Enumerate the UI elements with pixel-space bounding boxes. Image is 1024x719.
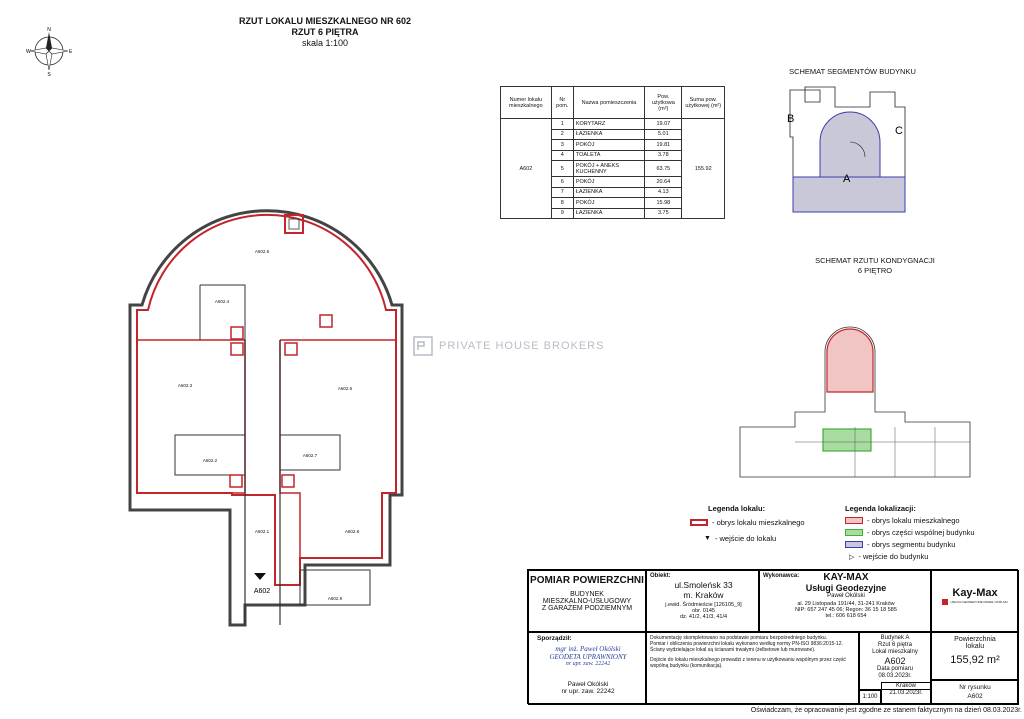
signer-license: nr upr. zaw. 22242 bbox=[561, 688, 615, 695]
measure-date-label: Data pomiaru bbox=[876, 666, 914, 672]
place-date-cell bbox=[881, 682, 931, 705]
company-ids: NIP: 657 247 45 06; Regon: 36 15 18 585 bbox=[795, 607, 897, 613]
col-name: Nazwa pomieszczenia bbox=[573, 87, 644, 119]
row-name: ŁAZIENKA bbox=[573, 187, 644, 198]
segments-schema bbox=[775, 82, 925, 217]
row-name: ŁAZIENKA bbox=[573, 208, 644, 219]
building-unit-type: Lokal mieszkalny bbox=[872, 649, 918, 655]
document-date: 21.03.2023r. bbox=[889, 690, 923, 696]
company-name: KAY-MAX bbox=[823, 572, 869, 583]
room-label-a6021: A602.1 bbox=[254, 529, 270, 534]
building-line3: Z GARAŻEM PODZIEMNYM bbox=[541, 605, 633, 612]
building-name: Budynek A bbox=[880, 635, 910, 641]
row-area: 3.78 bbox=[645, 150, 682, 161]
plan-scale: skala 1:100 bbox=[301, 38, 349, 48]
contractor-label: Wykonawca: bbox=[763, 573, 800, 579]
address-line1: ul.Smoleńsk 33 bbox=[674, 580, 733, 590]
row-area: 15.98 bbox=[645, 198, 682, 209]
row-area: 63.75 bbox=[645, 161, 682, 177]
col-total: Suma pow. użytkowej (m²) bbox=[682, 87, 725, 119]
legend-location-entrance bbox=[849, 552, 928, 561]
logo-subtitle: USŁUGI GEODEZYJNE PAWEŁ OKÓLSKI bbox=[950, 600, 1008, 604]
row-name: KORYTARZ bbox=[573, 119, 644, 130]
legend-unit bbox=[690, 504, 840, 554]
row-name: POKÓJ bbox=[573, 140, 644, 151]
company-owner: Paweł Okólski bbox=[827, 593, 865, 599]
storey-title-line1: SCHEMAT RZUTU KONDYGNACJI bbox=[815, 256, 935, 265]
object-cell bbox=[646, 570, 759, 632]
note-2: Pomiar i obliczenia powierzchni lokalu wykonano według normy PN-ISO 9836:2015-12. bbox=[650, 641, 843, 647]
prepared-cell bbox=[528, 632, 646, 705]
row-name: POKÓJ bbox=[573, 177, 644, 188]
table-row bbox=[501, 119, 725, 130]
room-label-a6024: A602.4 bbox=[214, 299, 230, 304]
legend-location-outline bbox=[845, 516, 960, 525]
row-nr: 2 bbox=[551, 129, 573, 140]
building-line2: MIESZKALNO-USŁUGOWY bbox=[542, 598, 632, 605]
storey-schema bbox=[735, 322, 975, 482]
unit-outline-swatch bbox=[690, 519, 708, 526]
note-3: Ściany wydzielające lokal są ścianami trwałymi (żelbetowe lub murowane). bbox=[650, 647, 816, 653]
legend-location-title: Legenda lokalizacji: bbox=[845, 504, 916, 513]
room-label-a6023: A602.3 bbox=[177, 383, 193, 388]
watermark-logo-icon bbox=[413, 336, 433, 356]
legend-location bbox=[845, 504, 1020, 564]
contractor-cell bbox=[759, 570, 931, 632]
watermark-text: PRIVATE HOUSE BROKERS bbox=[439, 340, 605, 352]
unit-total: 155.92 bbox=[682, 119, 725, 219]
address-line2: m. Kraków bbox=[683, 590, 724, 600]
col-area: Pow. użytkowa (m²) bbox=[645, 87, 682, 119]
row-nr: 5 bbox=[551, 161, 573, 177]
main-title: POMIAR POWIERZCHNI bbox=[530, 575, 644, 586]
unit-number: A602 bbox=[501, 119, 552, 219]
row-area: 4.13 bbox=[645, 187, 682, 198]
title-block bbox=[527, 569, 1018, 704]
col-nr: Nr pom. bbox=[551, 87, 573, 119]
entry-arrow-icon bbox=[254, 573, 266, 580]
legend-unit-entrance-label: - wejście do lokalu bbox=[714, 534, 777, 543]
row-nr: 9 bbox=[551, 208, 573, 219]
row-nr: 6 bbox=[551, 177, 573, 188]
place: Kraków bbox=[895, 683, 916, 689]
room-label-a6029: A602.9 bbox=[327, 596, 343, 601]
signer-name: Paweł Okólski bbox=[567, 681, 609, 688]
row-area: 19.81 bbox=[645, 140, 682, 151]
cadastre-plots: dz. 41/2, 41/3, 41/4 bbox=[679, 614, 728, 620]
plan-title bbox=[200, 16, 450, 49]
legend-unit-title: Legenda lokalu: bbox=[708, 504, 766, 513]
legend-location-common-label: - obrys części wspólnej budynku bbox=[867, 528, 975, 537]
row-nr: 1 bbox=[551, 119, 573, 130]
legend-unit-outline-label: - obrys lokalu mieszkalnego bbox=[712, 518, 805, 527]
footer-statement: Oświadczam, że opracowanie jest zgodne ze stanem faktycznym na dzień 08.03.2023r. bbox=[750, 707, 1022, 714]
row-nr: 3 bbox=[551, 140, 573, 151]
compass-e: E bbox=[69, 49, 73, 55]
room-label-a6022: A602.2 bbox=[202, 458, 218, 463]
stamp-line1: mgr inż. Paweł Okólski bbox=[555, 645, 621, 653]
legend-unit-outline bbox=[690, 518, 805, 527]
building-unit-code: A602 bbox=[884, 656, 906, 666]
legend-unit-entrance bbox=[704, 534, 776, 543]
room-label-a6026: A602.6 bbox=[337, 386, 353, 391]
building-line1: BUDYNEK bbox=[570, 591, 604, 598]
note-4: Dojście do lokalu mieszkalnego prowadzi z terenu w użytkowaniu wspólnym przez część wspólną budynku (komunikacja). bbox=[650, 657, 846, 669]
row-nr: 4 bbox=[551, 150, 573, 161]
row-name: POKÓJ bbox=[573, 198, 644, 209]
scale-cell: 1:100 bbox=[859, 690, 881, 705]
area-label-1: Powierzchnia bbox=[954, 636, 996, 643]
logo-text: Kay-Max bbox=[952, 587, 998, 599]
entrance-arrow-icon: ▼ bbox=[704, 535, 711, 542]
entry-label: A602 bbox=[253, 588, 271, 595]
compass-s: S bbox=[47, 72, 51, 76]
row-name: TOALETA bbox=[573, 150, 644, 161]
legend-location-outline-label: - obrys lokalu mieszkalnego bbox=[867, 516, 960, 525]
company-logo bbox=[931, 570, 1019, 632]
cadastre-obr: obr. 0145 bbox=[692, 608, 715, 614]
common-outline-swatch bbox=[845, 529, 863, 536]
compass-w: W bbox=[26, 49, 31, 55]
stamp-line3: nr upr. zaw. 22242 bbox=[565, 661, 611, 667]
row-area: 3.75 bbox=[645, 208, 682, 219]
storey-title bbox=[760, 256, 990, 276]
segments-title: SCHEMAT SEGMENTÓW BUDYNKU bbox=[789, 67, 916, 76]
compass-rose-icon bbox=[24, 26, 74, 76]
room-label-a6025: A602.5 bbox=[254, 249, 270, 254]
row-nr: 7 bbox=[551, 187, 573, 198]
notes-cell bbox=[646, 632, 859, 705]
row-area: 5.01 bbox=[645, 129, 682, 140]
area-label-2: lokalu bbox=[965, 643, 985, 650]
measure-date: 08.03.2023r. bbox=[878, 673, 912, 679]
object-label: Obiekt: bbox=[650, 573, 671, 579]
row-nr: 8 bbox=[551, 198, 573, 209]
area-cell bbox=[931, 632, 1019, 680]
rooms-table bbox=[500, 86, 725, 219]
company-address: al. 29 Listopada 191/44, 31-241 Kraków bbox=[797, 601, 895, 607]
legend-location-segment bbox=[845, 540, 955, 549]
legend-location-segment-label: - obrys segmentu budynku bbox=[867, 540, 956, 549]
company-phone: tel.: 606 618 654 bbox=[825, 613, 867, 619]
building-entrance-icon: ▷ bbox=[849, 553, 855, 561]
logo-mark-icon bbox=[942, 599, 948, 605]
room-label-a6028: A602.8 bbox=[344, 529, 360, 534]
legend-location-entrance-label: - wejście do budynku bbox=[858, 552, 929, 561]
prepared-label: Sporządził: bbox=[537, 635, 572, 642]
row-area: 19.07 bbox=[645, 119, 682, 130]
location-outline-swatch bbox=[845, 517, 863, 524]
segment-outline-swatch bbox=[845, 541, 863, 548]
row-name: POKÓJ + ANEKS KUCHENNY bbox=[573, 161, 644, 177]
stamp-line2: GEODETA UPRAWNIONY bbox=[549, 653, 627, 661]
legend-location-common bbox=[845, 528, 975, 537]
note-1: Dokumentację skompletowano na podstawie pomiaru bezpośredniego budynku. bbox=[650, 635, 828, 641]
segment-b: B bbox=[787, 113, 795, 125]
floor-plan bbox=[120, 115, 420, 640]
watermark bbox=[413, 336, 604, 356]
col-unit: Numer lokalu mieszkalnego bbox=[501, 87, 552, 119]
segment-a: A bbox=[843, 173, 851, 185]
plan-title-line2: RZUT 6 PIĘTRA bbox=[291, 27, 359, 37]
area-value: 155,92 m² bbox=[950, 654, 1000, 666]
drawing-cell bbox=[931, 680, 1019, 705]
company-type: Usługi Geodezyjne bbox=[805, 583, 887, 593]
segment-c: C bbox=[895, 125, 903, 137]
row-area: 20.64 bbox=[645, 177, 682, 188]
drawing-label: Nr rysunku bbox=[959, 684, 991, 691]
title-cell bbox=[528, 570, 646, 632]
row-name: ŁAZIENKA bbox=[573, 129, 644, 140]
compass-n: N bbox=[47, 27, 51, 33]
drawing-number: A602 bbox=[967, 693, 983, 700]
building-floor: Rzut 6 piętra bbox=[877, 642, 913, 648]
storey-title-line2: 6 PIĘTRO bbox=[857, 266, 893, 275]
room-label-a6027: A602.7 bbox=[302, 453, 318, 458]
cadastre-unit: j.ewid. Śródmieście [126105_9] bbox=[665, 602, 742, 608]
surveyor-stamp bbox=[529, 645, 647, 667]
plan-title-line1: RZUT LOKALU MIESZKALNEGO NR 602 bbox=[238, 16, 411, 26]
